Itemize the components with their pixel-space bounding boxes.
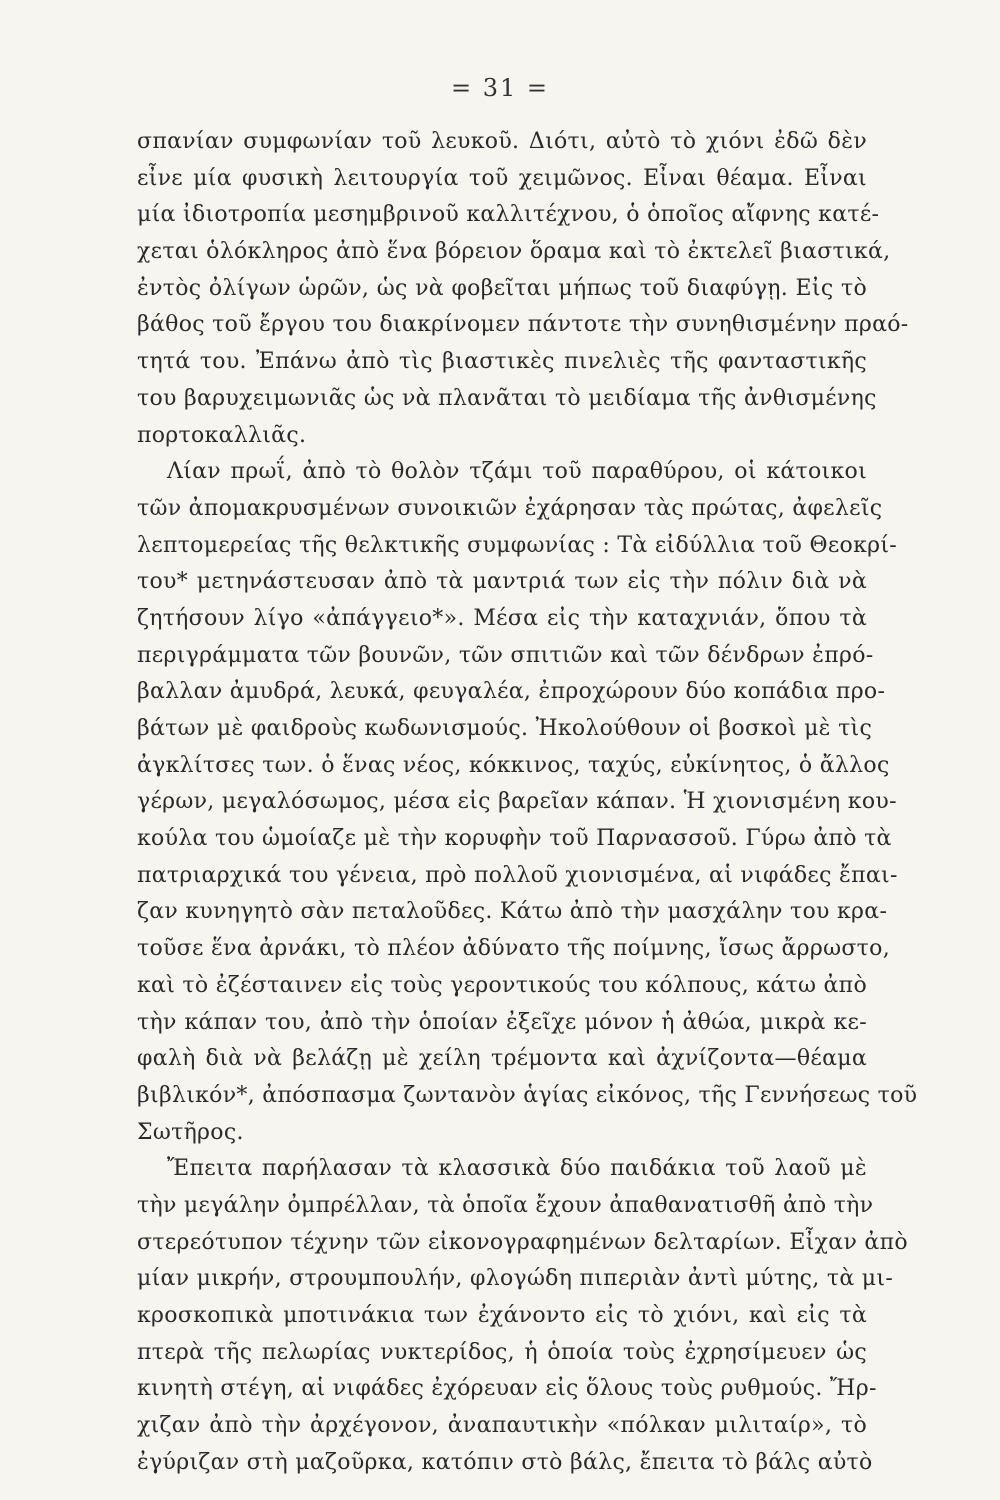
text-line: τὴν μεγάλην ὀμπρέλλαν, τὰ ὁποῖα ἔχουν ἀπαθανατισθῆ ἀπὸ τὴν bbox=[137, 1192, 874, 1218]
text-line: βάτων μὲ φαιδροὺς κωδωνισμούς. Ἠκολούθουν οἱ βοσκοὶ μὲ τὶς bbox=[137, 716, 873, 741]
text-line: φαλὴ διὰ νὰ βελάζῃ μὲ χείλη τρέμοντα καὶ ἀχνίζοντα—θέαμα bbox=[137, 1046, 867, 1072]
text-line: γέρων, μεγαλόσωμος, μέσα εἰς βαρεῖαν κάπαν. Ἡ χιονισμένη κου- bbox=[137, 789, 897, 815]
page-number: = 31 = bbox=[450, 74, 549, 102]
text-line: τῶν ἀπομακρυσμένων συνοικιῶν ἐχάρησαν τὰς πρώτας, ἀφελεῖς bbox=[137, 495, 883, 521]
text-line: χιζαν ἀπὸ τὴν ἀρχέγονον, ἀναπαυτικὴν «πόλκαν μιλιταίρ», τὸ bbox=[137, 1413, 867, 1439]
text-line: στερεότυπον τέχνην τῶν εἰκονογραφημένων δελταρίων. Εἶχαν ἀπὸ bbox=[137, 1229, 908, 1255]
text-line: κινητὴ στέγη, αἱ νιφάδες ἐχόρευαν εἰς ὅλους τοὺς ρυθμούς. Ἤρ- bbox=[137, 1376, 877, 1402]
text-line: ἀγκλίτσες των. ὁ ἕνας νέος, κόκκινος, ταχύς, εὐκίνητος, ὁ ἄλλος bbox=[137, 752, 890, 778]
text-line: βάθος τοῦ ἔργου του διακρίνομεν πάντοτε τὴν συνηθισμένην πραό- bbox=[137, 312, 909, 338]
text-line: ζαν κυνηγητὸ σὰν πεταλοῦδες. Κάτω ἀπὸ τὴν μασχάλην του κρα- bbox=[137, 899, 888, 925]
text-line: κούλα του ὡμοίαζε μὲ τὴν κορυφὴν τοῦ Παρνασσοῦ. Γύρω ἀπὸ τὰ bbox=[137, 826, 892, 852]
text-line: βαλλαν ἀμυδρά, λευκά, φευγαλέα, ἐπροχώρουν δύο κοπάδια προ- bbox=[137, 679, 886, 705]
text-line: σπανίαν συμφωνίαν τοῦ λευκοῦ. Διότι, αὐτὸ τὸ χιόνι ἐδῶ δὲν bbox=[137, 129, 867, 154]
text-line: του βαρυχειμωνιᾶς ὡς νὰ πλανᾶται τὸ μειδίαμα τῆς ἀνθισμένης bbox=[137, 385, 877, 411]
text-line: ζητήσουν λίγο «ἀπάγγειο*». Μέσα εἰς τὴν καταχνιάν, ὅπου τὰ bbox=[137, 605, 867, 631]
text-line: τοῦσε ἕνα ἀρνάκι, τὸ πλέον ἀδύνατο τῆς ποίμνης, ἴσως ἄρρωστο, bbox=[137, 936, 890, 962]
text-line: κροσκοπικὰ μποτινάκια των ἐχάνοντο εἰς τὸ χιόνι, καὶ εἰς τὰ bbox=[137, 1303, 867, 1328]
text-line: ἐντὸς ὀλίγων ὡρῶν, ὡς νὰ φοβεῖται μήπως τοῦ διαφύγῃ. Εἰς τὸ bbox=[137, 275, 867, 301]
text-line: χεται ὁλόκληρος ἀπὸ ἕνα βόρειον ὅραμα καὶ τὸ ἐκτελεῖ βιαστικά, bbox=[137, 239, 891, 265]
text-line: λεπτομερείας τῆς θελκτικῆς συμφωνίας : Τὰ εἰδύλλια τοῦ Θεοκρί- bbox=[137, 532, 898, 558]
text-line: Σωτῆρος. bbox=[137, 1119, 244, 1145]
text-line: του* μετηνάστευσαν ἀπὸ τὰ μαντριά των εἰς τὴν πόλιν διὰ νὰ bbox=[137, 569, 867, 595]
text-line: πατριαρχικά του γένεια, πρὸ πολλοῦ χιονισμένα, αἱ νιφάδες ἔπαι- bbox=[137, 862, 898, 888]
text-line: πορτοκαλλιᾶς. bbox=[137, 422, 307, 448]
text-line: Λίαν πρωΐ, ἀπὸ τὸ θολὸν τζάμι τοῦ παραθύρου, οἱ κάτοικοι bbox=[167, 459, 867, 485]
text-line: μία ἰδιοτροπία μεσημβρινοῦ καλλιτέχνου, ὁ ὁποῖος αἴφνης κατέ- bbox=[137, 202, 880, 228]
text-line: μίαν μικρήν, στρουμπουλήν, φλογώδη πιπεριὰν ἀντὶ μύτης, τὰ μι- bbox=[137, 1266, 894, 1292]
text-line: τητά του. Ἐπάνω ἀπὸ τὶς βιαστικὲς πινελιὲς τῆς φανταστικῆς bbox=[137, 349, 867, 375]
text-line: βιβλικόν*, ἀπόσπασμα ζωντανὸν ἁγίας εἰκόνος, τῆς Γεννήσεως τοῦ bbox=[137, 1082, 918, 1108]
text-line: καὶ τὸ ἐζέσταινεν εἰς τοὺς γεροντικούς του κόλπους, κάτω ἀπὸ bbox=[137, 972, 867, 998]
text-line: πτερὰ τῆς πελωρίας νυκτερίδος, ἡ ὁποία τοὺς ἐχρησίμευεν ὡς bbox=[137, 1339, 867, 1365]
text-line: περιγράμματα τῶν βουνῶν, τῶν σπιτιῶν καὶ τῶν δένδρων ἐπρό- bbox=[137, 642, 874, 668]
text-line: Ἔπειτα παρήλασαν τὰ κλασσικὰ δύο παιδάκια τοῦ λαοῦ μὲ bbox=[167, 1156, 867, 1182]
text-line: τὴν κάπαν του, ἀπὸ τὴν ὁποίαν ἐξεῖχε μόνον ἡ ἀθώα, μικρὰ κε- bbox=[137, 1009, 867, 1035]
body-text bbox=[137, 124, 918, 1481]
text-line: εἶνε μία φυσικὴ λειτουργία τοῦ χειμῶνος. Εἶναι θέαμα. Εἶναι bbox=[137, 165, 867, 191]
text-line: ἐγύριζαν στὴ μαζοῦρκα, κατόπιν στὸ βάλς, ἔπειτα τὸ βάλς αὐτὸ bbox=[137, 1449, 873, 1475]
